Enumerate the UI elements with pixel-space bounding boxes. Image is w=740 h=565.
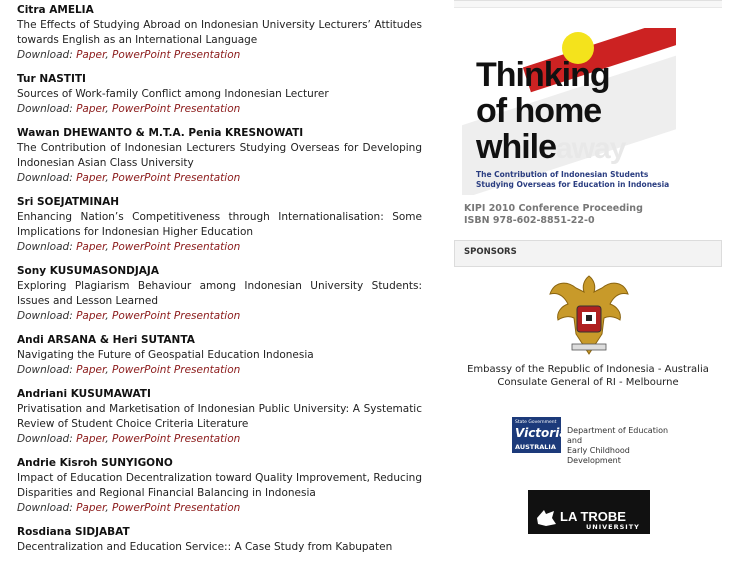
download-line: Download: Paper, PowerPoint Presentation [17, 502, 241, 514]
paper-entry [17, 387, 422, 446]
victoria-logo[interactable] [512, 417, 672, 465]
ppt-link[interactable]: PowerPoint Presentation [112, 103, 241, 115]
paper-author: Sony KUSUMASONDJAJA [17, 265, 159, 277]
paper-link[interactable]: Paper [76, 49, 106, 61]
download-label: Download: [17, 172, 77, 184]
download-line: Download: Paper, PowerPoint Presentation [17, 433, 241, 445]
vic-name: Victoria [515, 426, 568, 440]
paper-entry [17, 456, 422, 515]
paper-link[interactable]: Paper [76, 502, 106, 514]
vic-country: AUSTRALIA [515, 443, 556, 451]
proceeding-title: KIPI 2010 Conference Proceeding [464, 203, 643, 214]
paper-title: Sources of Work-family Conflict among Indonesian Lecturer [17, 88, 329, 100]
poster-while: while [476, 128, 557, 166]
poster-line-3 [476, 130, 625, 166]
embassy-line-2: Consulate General of RI - Melbourne [497, 377, 679, 388]
poster-line-2: of home [476, 92, 602, 130]
paper-author: Tur NASTITI [17, 73, 86, 85]
garuda-emblem-icon[interactable] [546, 272, 632, 358]
poster-subtitle [476, 170, 669, 190]
vic-dept-2: Early Childhood Development [567, 446, 630, 465]
paper-entry [17, 72, 422, 116]
vic-dept-1: Department of Education and [567, 426, 669, 445]
latrobe-logo[interactable] [528, 490, 650, 534]
paper-list [17, 3, 422, 565]
ppt-link[interactable]: PowerPoint Presentation [112, 241, 241, 253]
download-label: Download: [17, 103, 77, 115]
latrobe-crest-icon [534, 506, 558, 530]
ppt-link[interactable]: PowerPoint Presentation [112, 433, 241, 445]
sidebar-top-bar [454, 0, 722, 8]
paper-link[interactable]: Paper [76, 103, 106, 115]
conference-poster[interactable] [462, 28, 676, 195]
paper-link[interactable]: Paper [76, 241, 106, 253]
download-line: Download: Paper, PowerPoint Presentation [17, 103, 241, 115]
download-label: Download: [17, 310, 77, 322]
download-line: Download: Paper, PowerPoint Presentation [17, 310, 241, 322]
download-line: Download: Paper, PowerPoint Presentation [17, 49, 241, 61]
paper-author: Wawan DHEWANTO & M.T.A. Penia KRESNOWATI [17, 127, 304, 139]
paper-author: Andrie Kisroh SUNYIGONO [17, 457, 173, 469]
victoria-badge [512, 417, 568, 453]
paper-title: Enhancing Nation’s Competitiveness through Internationalisation: Some Implications for Indonesian Higher Education [17, 211, 422, 238]
paper-title: Impact of Education Decentralization toward Quality Improvement, Reducing Disparities and Regional Financial Balancing in Indonesia [17, 472, 422, 499]
paper-author: Citra AMELIA [17, 4, 94, 16]
poster-line-1: Thinking [476, 56, 610, 94]
paper-author: Andi ARSANA & Heri SUTANTA [17, 334, 195, 346]
sponsors-heading: SPONSORS [464, 247, 517, 257]
paper-title: The Contribution of Indonesian Lecturers Studying Overseas for Developing Indonesian Asian Class University [17, 142, 422, 169]
download-label: Download: [17, 364, 77, 376]
embassy-text [454, 363, 722, 389]
ppt-link[interactable]: PowerPoint Presentation [112, 172, 241, 184]
paper-entry [17, 525, 422, 555]
paper-author: Sri SOEJATMINAH [17, 196, 120, 208]
proceeding-isbn: ISBN 978-602-8851-22-0 [464, 215, 595, 226]
paper-title: Privatisation and Marketisation of Indonesian Public University: A Systematic Review of Student Choice Criteria Literature [17, 403, 422, 430]
download-label: Download: [17, 241, 77, 253]
download-label: Download: [17, 502, 77, 514]
paper-title: Decentralization and Education Service:: A Case Study from Kabupaten [17, 541, 393, 553]
paper-title: Exploring Plagiarism Behaviour among Indonesian University Students: Issues and Lesson Learned [17, 280, 422, 307]
embassy-line-1: Embassy of the Republic of Indonesia - Australia [467, 364, 709, 375]
paper-entry [17, 126, 422, 185]
proceeding-info [464, 203, 643, 227]
paper-link[interactable]: Paper [76, 172, 106, 184]
latrobe-university: UNIVERSITY [586, 523, 640, 531]
download-line: Download: Paper, PowerPoint Presentation [17, 364, 241, 376]
download-label: Download: [17, 49, 77, 61]
paper-entry [17, 264, 422, 323]
download-line: Download: Paper, PowerPoint Presentation [17, 172, 241, 184]
poster-sub-1: The Contribution of Indonesian Students [476, 170, 649, 179]
paper-title: The Effects of Studying Abroad on Indonesian University Lecturers’ Attitudes towards English as an International Language [17, 19, 422, 46]
paper-title: Navigating the Future of Geospatial Education Indonesia [17, 349, 314, 361]
sidebar [454, 0, 722, 531]
paper-link[interactable]: Paper [76, 310, 106, 322]
poster-sub-2: Studying Overseas for Education in Indonesia [476, 180, 670, 189]
paper-entry [17, 3, 422, 62]
paper-author: Rosdiana SIDJABAT [17, 526, 130, 538]
download-label: Download: [17, 433, 77, 445]
paper-entry [17, 333, 422, 377]
sponsors-header [454, 240, 722, 267]
latrobe-name: LA TROBE [560, 509, 626, 524]
vic-state: State Government [515, 420, 557, 425]
ppt-link[interactable]: PowerPoint Presentation [112, 310, 241, 322]
paper-entry [17, 195, 422, 254]
ppt-link[interactable]: PowerPoint Presentation [112, 364, 241, 376]
paper-link[interactable]: Paper [76, 433, 106, 445]
paper-author: Andriani KUSUMAWATI [17, 388, 151, 400]
ppt-link[interactable]: PowerPoint Presentation [112, 502, 241, 514]
paper-link[interactable]: Paper [76, 364, 106, 376]
ppt-link[interactable]: PowerPoint Presentation [112, 49, 241, 61]
download-line: Download: Paper, PowerPoint Presentation [17, 241, 241, 253]
vic-department [567, 426, 672, 466]
poster-away: away [556, 132, 626, 165]
